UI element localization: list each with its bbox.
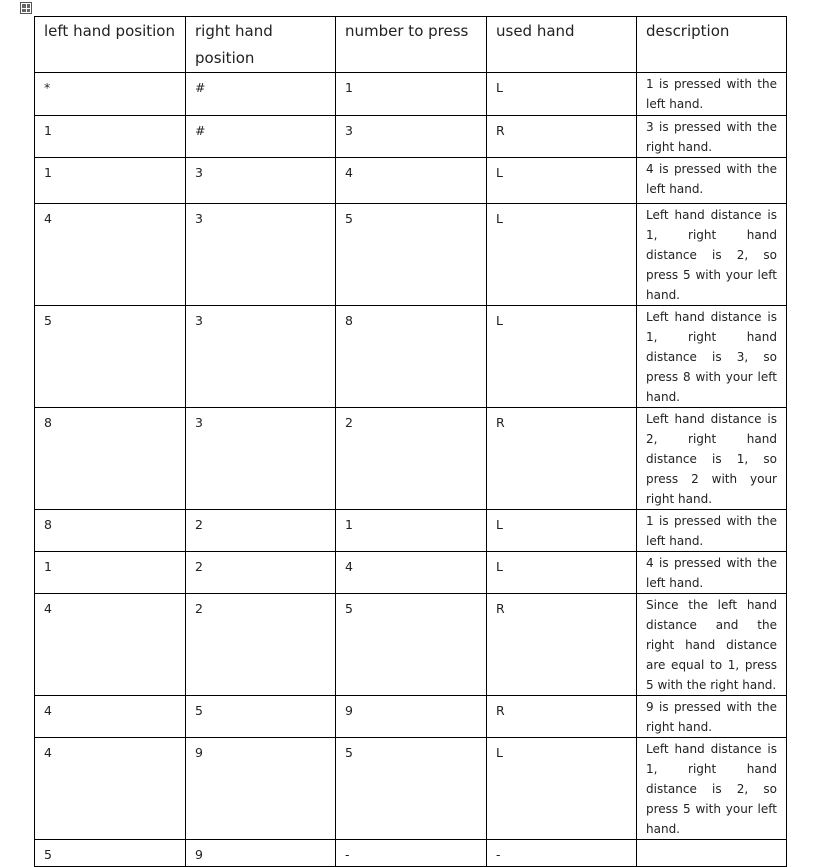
handle-cell	[22, 9, 26, 13]
header-left-hand-position[interactable]: left hand position	[35, 17, 186, 73]
cell-number-to-press[interactable]: 5	[336, 204, 487, 306]
header-number-to-press[interactable]: number to press	[336, 17, 487, 73]
table-row	[35, 552, 787, 594]
cell-left-hand-position[interactable]: 8	[35, 408, 186, 510]
cell-used-hand[interactable]: L	[487, 510, 637, 552]
cell-used-hand[interactable]: L	[487, 306, 637, 408]
cell-description[interactable]: Left hand distance is 1, right hand distance is 3, so press 8 with your left hand.	[637, 306, 787, 408]
cell-description[interactable]: Left hand distance is 2, right hand distance is 1, so press 2 with your right hand.	[637, 408, 787, 510]
cell-right-hand-position[interactable]: #	[186, 116, 336, 158]
cell-used-hand[interactable]: L	[487, 204, 637, 306]
table-move-handle-icon[interactable]	[20, 2, 32, 14]
cell-left-hand-position[interactable]: 5	[35, 840, 186, 867]
header-row	[35, 17, 787, 73]
header-used-hand[interactable]: used hand	[487, 17, 637, 73]
cell-right-hand-position[interactable]: 5	[186, 696, 336, 738]
cell-description[interactable]: 9 is pressed with the right hand.	[637, 696, 787, 738]
cell-right-hand-position[interactable]: 3	[186, 204, 336, 306]
cell-number-to-press[interactable]: 4	[336, 552, 487, 594]
cell-right-hand-position[interactable]: 2	[186, 552, 336, 594]
cell-right-hand-position[interactable]: 3	[186, 408, 336, 510]
cell-left-hand-position[interactable]: 4	[35, 738, 186, 840]
table-row	[35, 204, 787, 306]
cell-description[interactable]: Left hand distance is 1, right hand distance is 2, so press 5 with your left hand.	[637, 738, 787, 840]
cell-number-to-press[interactable]: 1	[336, 510, 487, 552]
cell-right-hand-position[interactable]: 2	[186, 510, 336, 552]
cell-left-hand-position[interactable]: 4	[35, 204, 186, 306]
table-row	[35, 840, 787, 867]
header-right-hand-position[interactable]: right hand position	[186, 17, 336, 73]
table-row	[35, 510, 787, 552]
header-description[interactable]: description	[637, 17, 787, 73]
cell-left-hand-position[interactable]: 4	[35, 696, 186, 738]
cell-number-to-press[interactable]: 3	[336, 116, 487, 158]
cell-used-hand[interactable]: R	[487, 408, 637, 510]
cell-description[interactable]: 1 is pressed with the left hand.	[637, 510, 787, 552]
cell-used-hand[interactable]: R	[487, 116, 637, 158]
handle-cell	[27, 4, 31, 8]
cell-number-to-press[interactable]: 2	[336, 408, 487, 510]
cell-number-to-press[interactable]: 5	[336, 594, 487, 696]
cell-right-hand-position[interactable]: 3	[186, 158, 336, 204]
table-row	[35, 306, 787, 408]
cell-number-to-press[interactable]: 4	[336, 158, 487, 204]
handle-cell	[22, 4, 26, 8]
cell-description[interactable]	[637, 840, 787, 867]
cell-left-hand-position[interactable]: 1	[35, 552, 186, 594]
table-row	[35, 158, 787, 204]
table-row	[35, 738, 787, 840]
cell-description[interactable]: Left hand distance is 1, right hand distance is 2, so press 5 with your left hand.	[637, 204, 787, 306]
cell-left-hand-position[interactable]: 5	[35, 306, 186, 408]
cell-left-hand-position[interactable]: 4	[35, 594, 186, 696]
cell-number-to-press[interactable]: 9	[336, 696, 487, 738]
cell-used-hand[interactable]: -	[487, 840, 637, 867]
cell-right-hand-position[interactable]: 9	[186, 738, 336, 840]
keypad-table	[34, 16, 787, 867]
cell-used-hand[interactable]: L	[487, 552, 637, 594]
cell-right-hand-position[interactable]: #	[186, 73, 336, 116]
cell-used-hand[interactable]: R	[487, 594, 637, 696]
cell-right-hand-position[interactable]: 3	[186, 306, 336, 408]
cell-right-hand-position[interactable]: 2	[186, 594, 336, 696]
cell-right-hand-position[interactable]: 9	[186, 840, 336, 867]
cell-used-hand[interactable]: L	[487, 73, 637, 116]
cell-description[interactable]: 1 is pressed with the left hand.	[637, 73, 787, 116]
cell-number-to-press[interactable]: 8	[336, 306, 487, 408]
cell-description[interactable]: Since the left hand distance and the right hand distance are equal to 1, press 5 with the right hand.	[637, 594, 787, 696]
cell-left-hand-position[interactable]: 1	[35, 116, 186, 158]
table-row	[35, 116, 787, 158]
table-row	[35, 594, 787, 696]
cell-used-hand[interactable]: L	[487, 738, 637, 840]
cell-used-hand[interactable]: L	[487, 158, 637, 204]
table-row	[35, 408, 787, 510]
table-row	[35, 696, 787, 738]
cell-used-hand[interactable]: R	[487, 696, 637, 738]
cell-left-hand-position[interactable]: 1	[35, 158, 186, 204]
cell-left-hand-position[interactable]: *	[35, 73, 186, 116]
cell-number-to-press[interactable]: 1	[336, 73, 487, 116]
cell-left-hand-position[interactable]: 8	[35, 510, 186, 552]
cell-description[interactable]: 4 is pressed with the left hand.	[637, 552, 787, 594]
cell-number-to-press[interactable]: 5	[336, 738, 487, 840]
table-row	[35, 73, 787, 116]
cell-description[interactable]: 3 is pressed with the right hand.	[637, 116, 787, 158]
cell-number-to-press[interactable]: -	[336, 840, 487, 867]
handle-cell	[27, 9, 31, 13]
cell-description[interactable]: 4 is pressed with the left hand.	[637, 158, 787, 204]
